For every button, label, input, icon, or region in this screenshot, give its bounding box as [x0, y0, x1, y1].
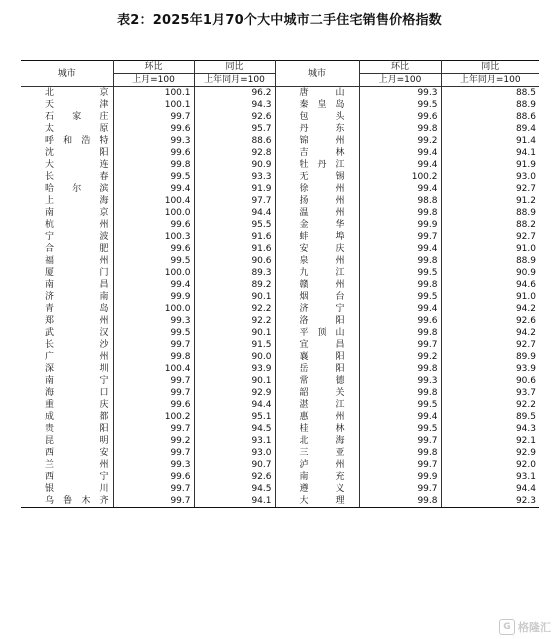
yoy-left: 90.1 [194, 327, 275, 339]
table-row [21, 183, 539, 195]
mom-right: 99.7 [359, 231, 441, 243]
yoy-left: 92.2 [194, 303, 275, 315]
city-left: 银川 [21, 483, 113, 495]
yoy-right: 92.0 [515, 460, 536, 470]
city-left: 深圳 [21, 363, 113, 375]
table-row [21, 123, 539, 135]
city-right: 惠州 [275, 411, 359, 423]
city-left: 昆明 [21, 435, 113, 447]
mom-right: 99.7 [359, 483, 441, 495]
city-right: 桂林 [275, 423, 359, 435]
yoy-left: 91.6 [194, 231, 275, 243]
yoy-right: 92.9 [515, 448, 536, 458]
city-right: 锦州 [275, 135, 359, 147]
yoy-left: 94.5 [194, 483, 275, 495]
city-right: 岳阳 [275, 363, 359, 375]
price-index-table [21, 60, 539, 508]
mom-right: 99.4 [359, 303, 441, 315]
city-left: 济南 [21, 291, 113, 303]
yoy-left: 96.2 [194, 87, 275, 100]
mom-left: 99.4 [113, 279, 194, 291]
yoy-right: 94.1 [515, 148, 536, 158]
mom-left: 100.3 [113, 231, 194, 243]
city-right: 常德 [275, 375, 359, 387]
table-row [21, 171, 539, 183]
mom-right: 98.8 [359, 195, 441, 207]
mom-left: 99.8 [113, 159, 194, 171]
city-left: 厦门 [21, 267, 113, 279]
mom-left: 99.7 [113, 483, 194, 495]
mom-right: 99.4 [359, 159, 441, 171]
city-right: 北海 [275, 435, 359, 447]
header-yoy-base-left: 上年同月=100 [194, 74, 275, 87]
yoy-right: 93.9 [515, 364, 536, 374]
gelonghui-logo-icon: G [499, 619, 515, 635]
yoy-right: 92.2 [515, 400, 536, 410]
header-mom-left: 环比 [113, 61, 194, 74]
mom-left: 99.5 [113, 327, 194, 339]
city-right: 宜昌 [275, 339, 359, 351]
mom-left: 99.6 [113, 243, 194, 255]
yoy-left: 90.6 [194, 255, 275, 267]
yoy-right: 93.1 [515, 472, 536, 482]
table-row [21, 435, 539, 447]
yoy-right: 90.9 [515, 268, 536, 278]
table-row [21, 195, 539, 207]
yoy-right: 89.9 [515, 352, 536, 362]
header-mom-base-right: 上月=100 [359, 74, 441, 87]
yoy-left: 90.9 [194, 159, 275, 171]
header-mom-base-left: 上月=100 [113, 74, 194, 87]
city-left: 天津 [21, 99, 113, 111]
yoy-left: 93.0 [194, 447, 275, 459]
table-row [21, 231, 539, 243]
city-left: 上海 [21, 195, 113, 207]
table-row [21, 495, 539, 508]
yoy-right: 92.7 [515, 184, 536, 194]
table-body [21, 87, 539, 508]
city-left: 郑州 [21, 315, 113, 327]
yoy-right: 89.5 [515, 412, 536, 422]
table-row [21, 267, 539, 279]
mom-left: 99.7 [113, 423, 194, 435]
mom-right: 100.2 [359, 171, 441, 183]
mom-left: 99.7 [113, 375, 194, 387]
mom-right: 99.3 [359, 375, 441, 387]
mom-right: 99.6 [359, 315, 441, 327]
table-row [21, 447, 539, 459]
yoy-right: 94.6 [515, 280, 536, 290]
mom-left: 99.6 [113, 219, 194, 231]
mom-left: 99.4 [113, 183, 194, 195]
city-left: 武汉 [21, 327, 113, 339]
yoy-left: 94.5 [194, 423, 275, 435]
yoy-right: 94.2 [515, 328, 536, 338]
city-right: 唐山 [275, 87, 359, 100]
header-yoy-base-right: 上年同月=100 [441, 74, 539, 87]
mom-right: 99.2 [359, 351, 441, 363]
mom-right: 99.2 [359, 135, 441, 147]
table-row [21, 99, 539, 111]
header-city-right: 城市 [275, 61, 359, 87]
mom-left: 99.6 [113, 471, 194, 483]
header-city-left: 城市 [21, 61, 113, 87]
yoy-right: 94.4 [515, 484, 536, 494]
mom-right: 99.5 [359, 399, 441, 411]
yoy-left: 91.5 [194, 339, 275, 351]
mom-left: 100.0 [113, 267, 194, 279]
city-left: 贵阳 [21, 423, 113, 435]
mom-left: 99.6 [113, 399, 194, 411]
city-left: 西宁 [21, 471, 113, 483]
mom-left: 100.0 [113, 303, 194, 315]
yoy-left: 90.7 [194, 459, 275, 471]
yoy-right: 90.6 [515, 376, 536, 386]
yoy-right: 91.2 [515, 196, 536, 206]
city-right: 襄阳 [275, 351, 359, 363]
city-right: 大理 [275, 495, 359, 508]
mom-right: 99.8 [359, 255, 441, 267]
mom-right: 99.3 [359, 87, 441, 100]
mom-right: 99.4 [359, 243, 441, 255]
city-right: 韶关 [275, 387, 359, 399]
city-left: 长春 [21, 171, 113, 183]
mom-left: 99.7 [113, 447, 194, 459]
table-row [21, 351, 539, 363]
mom-left: 99.5 [113, 171, 194, 183]
city-left: 青岛 [21, 303, 113, 315]
mom-right: 99.4 [359, 183, 441, 195]
table-row [21, 375, 539, 387]
yoy-left: 91.9 [194, 183, 275, 195]
mom-left: 99.6 [113, 123, 194, 135]
city-left: 南京 [21, 207, 113, 219]
city-left: 北京 [21, 87, 113, 100]
table-row [21, 387, 539, 399]
table-row [21, 135, 539, 147]
table-row [21, 423, 539, 435]
city-right: 蚌埠 [275, 231, 359, 243]
yoy-right: 92.7 [515, 340, 536, 350]
city-right: 吉林 [275, 147, 359, 159]
mom-right: 99.9 [359, 219, 441, 231]
city-right: 扬州 [275, 195, 359, 207]
mom-left: 99.7 [113, 387, 194, 399]
mom-right: 99.4 [359, 147, 441, 159]
city-right: 遵义 [275, 483, 359, 495]
yoy-left: 91.6 [194, 243, 275, 255]
mom-right: 99.5 [359, 99, 441, 111]
yoy-right: 91.0 [515, 292, 536, 302]
city-right: 无锡 [275, 171, 359, 183]
mom-left: 99.6 [113, 147, 194, 159]
yoy-left: 89.2 [194, 279, 275, 291]
city-right: 烟台 [275, 291, 359, 303]
mom-right: 99.8 [359, 327, 441, 339]
yoy-right: 93.7 [515, 388, 536, 398]
city-left: 杭州 [21, 219, 113, 231]
yoy-left: 95.5 [194, 219, 275, 231]
mom-left: 99.2 [113, 435, 194, 447]
yoy-left: 94.4 [194, 207, 275, 219]
table-row [21, 279, 539, 291]
yoy-right: 92.3 [441, 495, 539, 508]
city-right: 泉州 [275, 255, 359, 267]
yoy-right: 94.3 [515, 424, 536, 434]
city-left: 石家庄 [21, 111, 113, 123]
city-right: 徐州 [275, 183, 359, 195]
city-left: 南昌 [21, 279, 113, 291]
yoy-right: 89.4 [515, 124, 536, 134]
table-row [21, 459, 539, 471]
yoy-left: 92.6 [194, 471, 275, 483]
yoy-right: 88.9 [515, 208, 536, 218]
header-yoy-left: 同比 [194, 61, 275, 74]
city-left: 兰州 [21, 459, 113, 471]
city-left: 南宁 [21, 375, 113, 387]
yoy-left: 89.3 [194, 267, 275, 279]
table-row [21, 207, 539, 219]
city-right: 秦皇岛 [275, 99, 359, 111]
header-mom-right: 环比 [359, 61, 441, 74]
table-title: 表2：2025年1月70个大中城市二手住宅销售价格指数 [117, 13, 442, 28]
yoy-left: 93.9 [194, 363, 275, 375]
yoy-left: 93.3 [194, 171, 275, 183]
city-right: 泸州 [275, 459, 359, 471]
city-left: 成都 [21, 411, 113, 423]
table-row [21, 159, 539, 171]
yoy-right: 88.9 [515, 100, 536, 110]
city-right: 湛江 [275, 399, 359, 411]
watermark [499, 619, 551, 635]
city-right: 三亚 [275, 447, 359, 459]
table-row [21, 243, 539, 255]
mom-right: 99.5 [359, 423, 441, 435]
mom-left: 99.7 [113, 111, 194, 123]
table-row [21, 363, 539, 375]
yoy-left: 92.9 [194, 387, 275, 399]
table-row [21, 471, 539, 483]
yoy-left: 94.1 [194, 495, 275, 508]
mom-left: 99.7 [113, 495, 194, 508]
table-row [21, 255, 539, 267]
city-left: 宁波 [21, 231, 113, 243]
yoy-right: 91.0 [515, 244, 536, 254]
yoy-left: 90.1 [194, 291, 275, 303]
yoy-left: 92.2 [194, 315, 275, 327]
yoy-left: 90.1 [194, 375, 275, 387]
mom-left: 100.1 [113, 87, 194, 100]
table-row [21, 111, 539, 123]
yoy-left: 95.7 [194, 123, 275, 135]
city-right: 温州 [275, 207, 359, 219]
mom-left: 99.7 [113, 339, 194, 351]
city-left: 合肥 [21, 243, 113, 255]
mom-left: 99.5 [113, 255, 194, 267]
mom-left: 100.4 [113, 363, 194, 375]
yoy-right: 91.4 [515, 136, 536, 146]
mom-right: 99.5 [359, 291, 441, 303]
table-row [21, 483, 539, 495]
yoy-right: 92.1 [515, 436, 536, 446]
mom-left: 99.9 [113, 291, 194, 303]
city-left: 长沙 [21, 339, 113, 351]
city-left: 福州 [21, 255, 113, 267]
city-right: 安庆 [275, 243, 359, 255]
yoy-right: 88.6 [515, 112, 536, 122]
mom-right: 99.8 [359, 207, 441, 219]
yoy-left: 94.3 [194, 99, 275, 111]
table-row [21, 219, 539, 231]
city-left: 西安 [21, 447, 113, 459]
yoy-left: 94.4 [194, 399, 275, 411]
city-right: 洛阳 [275, 315, 359, 327]
mom-left: 99.3 [113, 135, 194, 147]
yoy-left: 92.8 [194, 147, 275, 159]
mom-right: 99.8 [359, 495, 441, 508]
mom-right: 99.8 [359, 279, 441, 291]
mom-right: 99.8 [359, 363, 441, 375]
yoy-left: 88.6 [194, 135, 275, 147]
table-row [21, 339, 539, 351]
city-left: 沈阳 [21, 147, 113, 159]
yoy-right: 94.2 [515, 304, 536, 314]
city-left: 哈尔滨 [21, 183, 113, 195]
yoy-right: 92.7 [515, 232, 536, 242]
city-left: 广州 [21, 351, 113, 363]
mom-right: 99.8 [359, 387, 441, 399]
yoy-left: 90.0 [194, 351, 275, 363]
mom-right: 99.7 [359, 339, 441, 351]
mom-right: 99.6 [359, 111, 441, 123]
yoy-right: 91.9 [515, 160, 536, 170]
watermark-text: 格隆汇 [518, 621, 551, 634]
city-left: 海口 [21, 387, 113, 399]
table-row [21, 399, 539, 411]
yoy-left: 97.7 [194, 195, 275, 207]
yoy-right: 92.6 [515, 316, 536, 326]
city-right: 包头 [275, 111, 359, 123]
mom-left: 100.1 [113, 99, 194, 111]
table-row [21, 315, 539, 327]
mom-right: 99.5 [359, 267, 441, 279]
mom-left: 100.0 [113, 207, 194, 219]
mom-right: 99.8 [359, 123, 441, 135]
yoy-right: 88.5 [515, 88, 536, 98]
mom-right: 99.7 [359, 459, 441, 471]
table-row [21, 291, 539, 303]
mom-right: 99.7 [359, 435, 441, 447]
city-left: 呼和浩特 [21, 135, 113, 147]
table-row [21, 87, 539, 100]
yoy-left: 93.1 [194, 435, 275, 447]
mom-left: 99.8 [113, 351, 194, 363]
mom-right: 99.9 [359, 471, 441, 483]
mom-left: 99.3 [113, 315, 194, 327]
city-right: 丹东 [275, 123, 359, 135]
table-row [21, 303, 539, 315]
yoy-right: 93.0 [515, 172, 536, 182]
city-right: 九江 [275, 267, 359, 279]
mom-left: 99.3 [113, 459, 194, 471]
yoy-right: 88.9 [515, 256, 536, 266]
city-right: 牡丹江 [275, 159, 359, 171]
yoy-right: 88.2 [515, 220, 536, 230]
city-right: 金华 [275, 219, 359, 231]
yoy-left: 92.6 [194, 111, 275, 123]
yoy-left: 95.1 [194, 411, 275, 423]
city-left: 乌鲁木齐 [21, 495, 113, 508]
mom-right: 99.4 [359, 411, 441, 423]
mom-left: 100.4 [113, 195, 194, 207]
table-row [21, 327, 539, 339]
table-row [21, 411, 539, 423]
table-row [21, 147, 539, 159]
city-right: 平顶山 [275, 327, 359, 339]
city-right: 南充 [275, 471, 359, 483]
header-yoy-right: 同比 [441, 61, 539, 74]
mom-left: 100.2 [113, 411, 194, 423]
city-left: 太原 [21, 123, 113, 135]
mom-right: 99.8 [359, 447, 441, 459]
city-right: 赣州 [275, 279, 359, 291]
city-left: 大连 [21, 159, 113, 171]
city-right: 济宁 [275, 303, 359, 315]
city-left: 重庆 [21, 399, 113, 411]
